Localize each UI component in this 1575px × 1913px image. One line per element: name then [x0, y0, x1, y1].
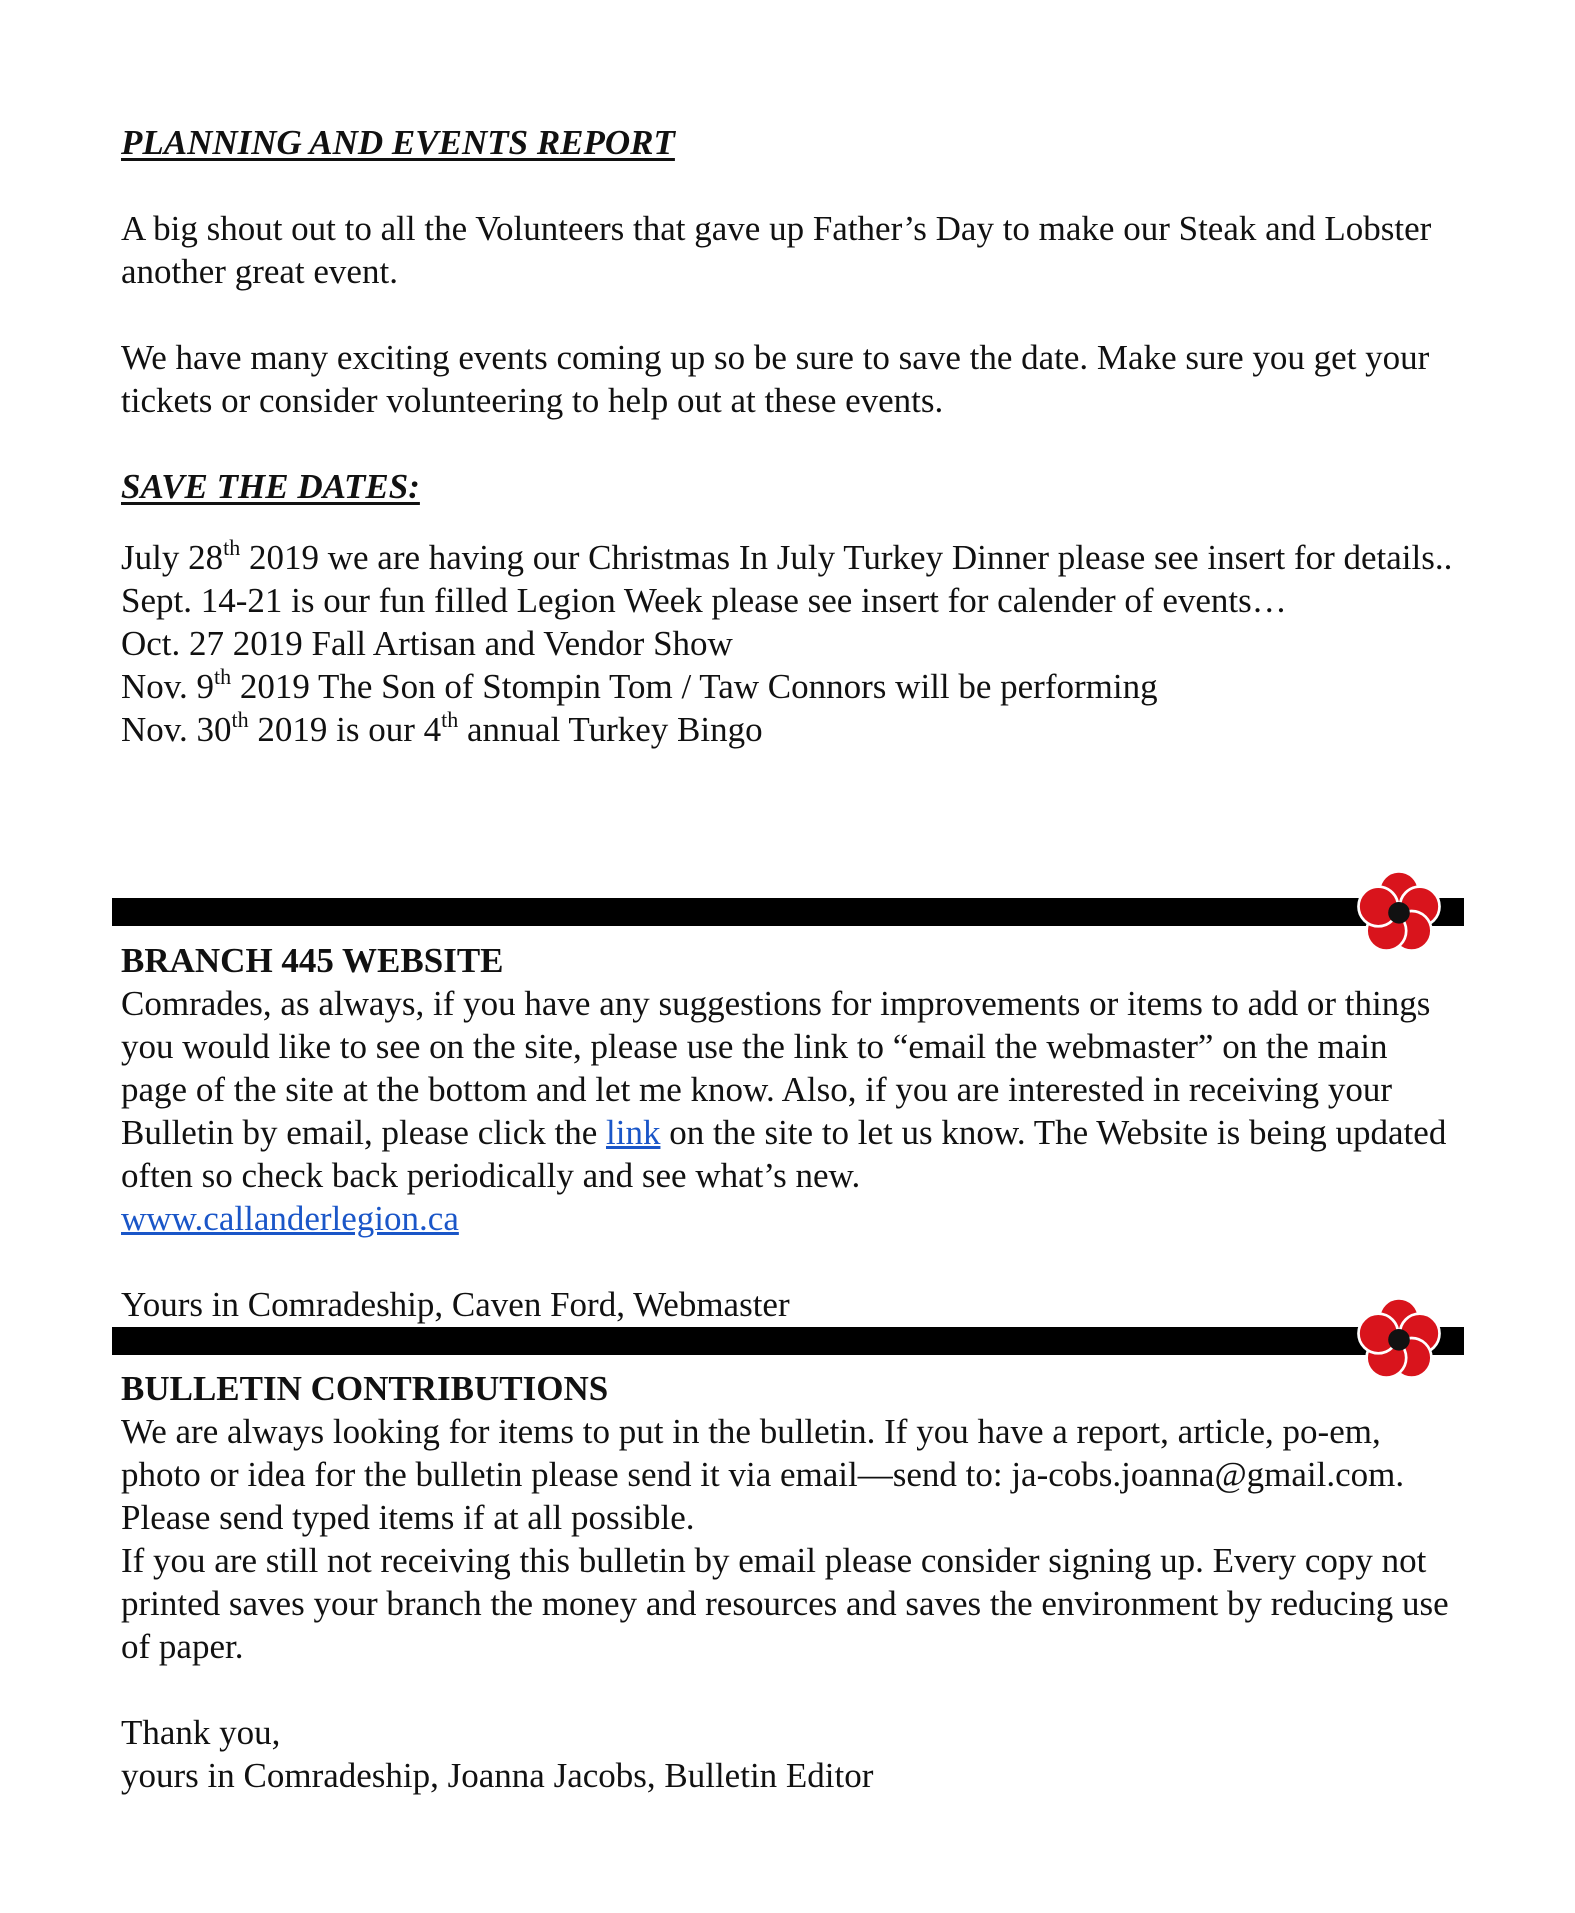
bulletin-title: BULLETIN CONTRIBUTIONS	[121, 1369, 609, 1408]
event-item: Nov. 9th 2019 The Son of Stompin Tom / Taw Connors will be performing	[121, 664, 1158, 706]
save-dates-title: SAVE THE DATES:	[121, 467, 420, 506]
section-divider	[112, 1327, 1464, 1355]
event-item: Sept. 14-21 is our fun filled Legion Week please see insert for calender of events…	[121, 581, 1287, 620]
bulletin-paragraph-2: If you are still not receiving this bulletin by email please consider signing up. Every copy not printed saves your branch the money and resources and saves the environment by reducing use of paper.	[121, 1541, 1449, 1666]
bulletin-paragraph-1: We are always looking for items to put in the bulletin. If you have a report, article, po-em, photo or idea for the bulletin please send it via email—send to: ja-cobs.joanna@gmail.com. Please send typed items if at all possible.	[121, 1412, 1405, 1537]
planning-title: PLANNING AND EVENTS REPORT	[121, 123, 675, 162]
website-url-link[interactable]: www.callanderlegion.ca	[121, 1199, 459, 1238]
section-divider	[112, 898, 1464, 926]
event-item: Nov. 30th 2019 is our 4th annual Turkey Bingo	[121, 707, 763, 749]
planning-paragraph-2: We have many exciting events coming up so be sure to save the date. Make sure you get your tickets or consider volunteering to help out at these events.	[121, 338, 1430, 420]
email-signup-link[interactable]: link	[606, 1113, 661, 1152]
website-signoff: Yours in Comradeship, Caven Ford, Webmaster	[121, 1285, 790, 1324]
website-section	[121, 939, 1461, 1326]
bulletin-section	[121, 1367, 1461, 1797]
bulletin-signoff: yours in Comradeship, Joanna Jacobs, Bulletin Editor	[121, 1756, 874, 1795]
planning-paragraph-1: A big shout out to all the Volunteers that gave up Father’s Day to make our Steak and Lobster another great event.	[121, 209, 1432, 291]
planning-section	[121, 121, 1461, 751]
event-item: July 28th 2019 we are having our Christmas In July Turkey Dinner please see insert for details..	[121, 535, 1453, 577]
event-item: Oct. 27 2019 Fall Artisan and Vendor Show	[121, 624, 733, 663]
website-body: Comrades, as always, if you have any suggestions for improvements or items to add or things you would like to see on the site, please use the link to “email the webmaster” on the main page of the site at the bottom and let me know. Also, if you are interested in receiving your Bulletin by email, please click the link on the site to let us know. The Website is being updated often so check back periodically and see what’s new.	[121, 984, 1447, 1195]
bulletin-thanks: Thank you,	[121, 1713, 281, 1752]
website-title: BRANCH 445 WEBSITE	[121, 941, 504, 980]
